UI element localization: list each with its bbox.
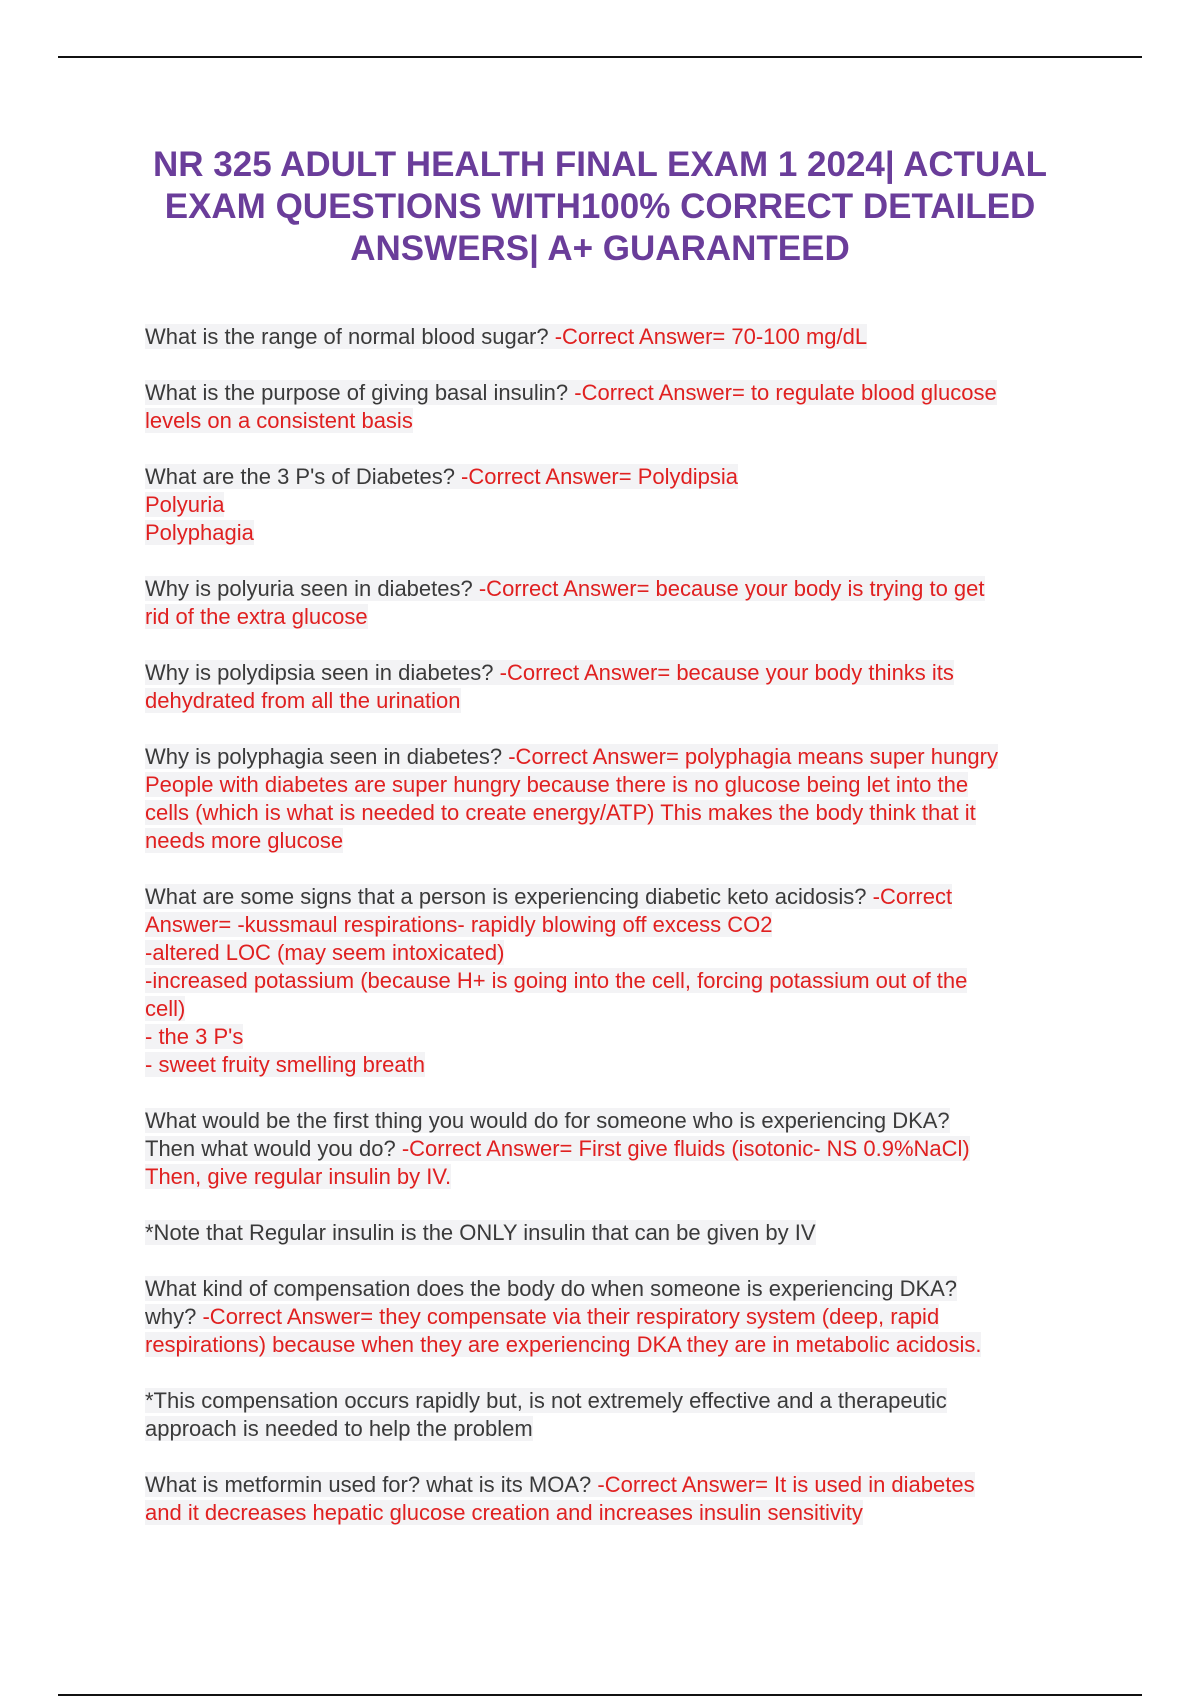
qa-line <box>145 603 1085 631</box>
qa-item <box>145 1471 1085 1527</box>
qa-list <box>145 323 1085 1555</box>
qa-line-text <box>145 968 967 993</box>
qa-line-text <box>145 940 504 965</box>
answer-text: Polyphagia <box>145 520 254 545</box>
answer-text: -Correct Answer= they compensate via their respiratory system (deep, rapid <box>202 1304 940 1329</box>
answer-text: -Correct Answer= First give fluids (isotonic- NS 0.9%NaCl) <box>401 1136 970 1161</box>
qa-line <box>145 323 1085 351</box>
question-text: why? <box>145 1304 203 1329</box>
qa-item <box>145 463 1085 547</box>
answer-text: levels on a consistent basis <box>145 408 413 433</box>
qa-line-text <box>145 744 998 769</box>
answer-text: - the 3 P's <box>145 1024 244 1049</box>
qa-line <box>145 379 1085 407</box>
answer-text: -Correct Answer= 70-100 mg/dL <box>554 324 868 349</box>
qa-line-text <box>145 800 976 825</box>
answer-text: -increased potassium (because H+ is going into the cell, forcing potassium out of the <box>145 968 968 993</box>
qa-line <box>145 1275 1085 1303</box>
qa-item <box>145 1387 1085 1443</box>
qa-line-text <box>145 1388 947 1413</box>
answer-text: rid of the extra glucose <box>145 604 368 629</box>
question-text: approach is needed to help the problem <box>145 1416 533 1441</box>
qa-line <box>145 1163 1085 1191</box>
qa-line-text <box>145 660 954 685</box>
qa-item <box>145 1275 1085 1359</box>
qa-line-text <box>145 1304 939 1329</box>
qa-line <box>145 995 1085 1023</box>
answer-text: and it decreases hepatic glucose creation and increases insulin sensitivity <box>145 1500 863 1525</box>
qa-line-text <box>145 1220 816 1245</box>
qa-line <box>145 1107 1085 1135</box>
question-text: Why is polyphagia seen in diabetes? <box>145 744 509 769</box>
question-text: What is the purpose of giving basal insulin? <box>145 380 575 405</box>
qa-line <box>145 519 1085 547</box>
qa-item <box>145 379 1085 435</box>
document-title <box>130 144 1070 270</box>
title-line: ANSWERS| A+ GUARANTEED <box>350 229 850 268</box>
qa-line-text <box>145 408 413 433</box>
answer-text: -Correct Answer= polyphagia means super hungry <box>508 744 998 769</box>
qa-item <box>145 883 1085 1079</box>
qa-line-text <box>145 464 738 489</box>
question-text: Then what would you do? <box>145 1136 402 1161</box>
answer-text: cells (which is what is needed to create energy/ATP) This makes the body think that it <box>145 800 976 825</box>
qa-line <box>145 1387 1085 1415</box>
qa-line-text <box>145 828 343 853</box>
answer-text: -Correct Answer= because your body thinks its <box>499 660 954 685</box>
answer-text: Then, give regular insulin by IV. <box>145 1164 452 1189</box>
qa-line <box>145 771 1085 799</box>
footer-rule <box>58 1694 1142 1696</box>
qa-item <box>145 575 1085 631</box>
answer-text: -Correct Answer= Polydipsia <box>461 464 738 489</box>
qa-line-text <box>145 772 968 797</box>
qa-item <box>145 743 1085 855</box>
qa-line <box>145 1415 1085 1443</box>
qa-line <box>145 967 1085 995</box>
qa-item <box>145 1107 1085 1191</box>
qa-line <box>145 743 1085 771</box>
qa-line-text <box>145 1136 970 1161</box>
question-text: What are some signs that a person is experiencing diabetic keto acidosis? <box>145 884 873 909</box>
qa-line <box>145 1303 1085 1331</box>
qa-line-text <box>145 1024 243 1049</box>
qa-line-text <box>145 996 185 1021</box>
qa-line-text <box>145 1472 975 1497</box>
answer-text: -Correct Answer= because your body is trying to get <box>478 576 985 601</box>
answer-text: respirations) because when they are experiencing DKA they are in metabolic acidosis. <box>145 1332 982 1357</box>
qa-line <box>145 659 1085 687</box>
question-text: What is metformin used for? what is its MOA? <box>145 1472 598 1497</box>
qa-line-text <box>145 576 985 601</box>
question-text: Why is polyuria seen in diabetes? <box>145 576 479 601</box>
qa-line-text <box>145 912 772 937</box>
question-text: What kind of compensation does the body do when someone is experiencing DKA? <box>145 1276 958 1301</box>
question-text: What are the 3 P's of Diabetes? <box>145 464 462 489</box>
answer-text: People with diabetes are super hungry because there is no glucose being let into the <box>145 772 969 797</box>
answer-text: needs more glucose <box>145 828 344 853</box>
title-line: NR 325 ADULT HEALTH FINAL EXAM 1 2024| ACTUAL <box>153 145 1047 184</box>
qa-line <box>145 1219 1085 1247</box>
qa-line <box>145 463 1085 491</box>
answer-text: Polyuria <box>145 492 225 517</box>
qa-line-text <box>145 492 224 517</box>
question-text: What would be the first thing you would do for someone who is experiencing DKA? <box>145 1108 950 1133</box>
question-text: *Note that Regular insulin is the ONLY insulin that can be given by IV <box>145 1220 816 1245</box>
answer-text: -Correct Answer= to regulate blood glucose <box>574 380 997 405</box>
question-text: *This compensation occurs rapidly but, is not extremely effective and a therapeutic <box>145 1388 947 1413</box>
question-text: Why is polydipsia seen in diabetes? <box>145 660 500 685</box>
qa-line <box>145 687 1085 715</box>
answer-text: -Correct Answer= It is used in diabetes <box>597 1472 975 1497</box>
qa-item <box>145 1219 1085 1247</box>
qa-line <box>145 883 1085 911</box>
qa-line <box>145 827 1085 855</box>
title-line: EXAM QUESTIONS WITH100% CORRECT DETAILED <box>164 187 1036 226</box>
question-text: What is the range of normal blood sugar? <box>145 324 555 349</box>
qa-line <box>145 939 1085 967</box>
qa-item <box>145 659 1085 715</box>
answer-text: dehydrated from all the urination <box>145 688 461 713</box>
header-rule <box>58 56 1142 58</box>
qa-line <box>145 1051 1085 1079</box>
qa-line-text <box>145 604 368 629</box>
qa-line <box>145 407 1085 435</box>
qa-line-text <box>145 1052 425 1077</box>
qa-line-text <box>145 1164 451 1189</box>
qa-line <box>145 1023 1085 1051</box>
qa-line <box>145 1135 1085 1163</box>
qa-line-text <box>145 688 461 713</box>
answer-text: -altered LOC (may seem intoxicated) <box>145 940 505 965</box>
answer-text: -Correct <box>872 884 953 909</box>
qa-line-text <box>145 1416 533 1441</box>
answer-text: - sweet fruity smelling breath <box>145 1052 425 1077</box>
qa-line-text <box>145 380 997 405</box>
answer-text: Answer= -kussmaul respirations- rapidly blowing off excess CO2 <box>145 912 773 937</box>
qa-line <box>145 799 1085 827</box>
qa-line <box>145 491 1085 519</box>
qa-line-text <box>145 1500 863 1525</box>
qa-line <box>145 575 1085 603</box>
answer-text: cell) <box>145 996 186 1021</box>
qa-line-text <box>145 520 254 545</box>
qa-line-text <box>145 884 952 909</box>
qa-line <box>145 1499 1085 1527</box>
qa-line-text <box>145 1332 981 1357</box>
qa-item <box>145 323 1085 351</box>
qa-line-text <box>145 324 867 349</box>
qa-line-text <box>145 1276 957 1301</box>
qa-line <box>145 911 1085 939</box>
qa-line <box>145 1471 1085 1499</box>
qa-line-text <box>145 1108 950 1133</box>
qa-line <box>145 1331 1085 1359</box>
